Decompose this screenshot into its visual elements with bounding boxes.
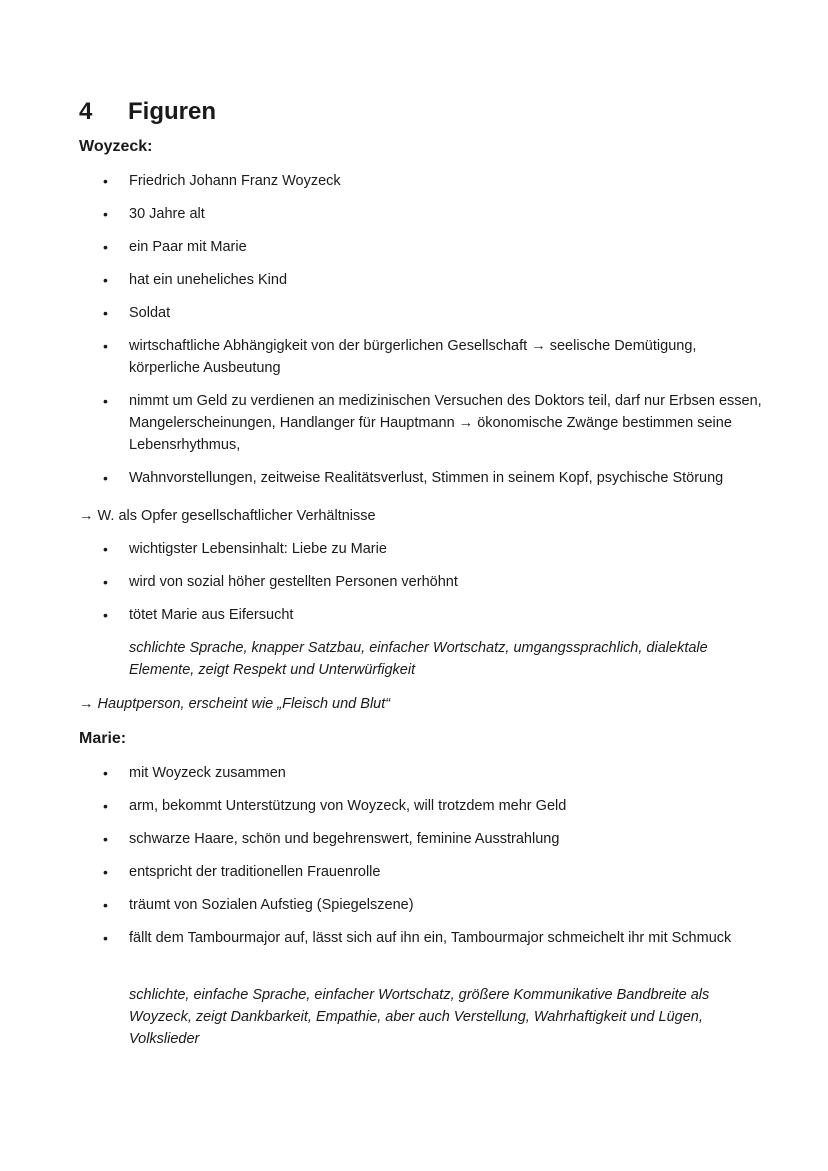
list-item: • Soldat <box>103 305 171 321</box>
list-item: • ein Paar mit Marie <box>103 239 247 255</box>
list-item: • hat ein uneheliches Kind <box>103 272 288 288</box>
chapter-heading <box>79 96 216 128</box>
victim-summary: → W. als Opfer gesellschaftlicher Verhältnisse <box>79 508 376 524</box>
marie-list <box>0 762 828 960</box>
list-item: • tötet Marie aus Eifersucht <box>103 607 294 623</box>
list-item: • 30 Jahre alt <box>103 206 205 222</box>
woyzeck-heading: Woyzeck: <box>79 138 153 155</box>
list-item: • Friedrich Johann Franz Woyzeck <box>103 173 341 189</box>
marie-language-note: schlichte, einfache Sprache, einfacher Wortschatz, größere Kommunikative Bandbreite als Woyzeck, zeigt Dankbarkeit, Empathie, aber auch Verstellung, Wahrhaftigkeit und Lügen, Volkslieder <box>129 987 710 1047</box>
list-item: • wichtigster Lebensinhalt: Liebe zu Marie <box>103 541 387 557</box>
list-item: • fällt dem Tambourmajor auf, lässt sich auf ihn ein, Tambourmajor schmeichelt ihr mit Schmuck <box>103 930 732 946</box>
marie-heading: Marie: <box>79 730 127 747</box>
list-item: • Wahnvorstellungen, zeitweise Realitätsverlust, Stimmen in seinem Kopf, psychische Störung <box>103 470 724 486</box>
list-item: • träumt von Sozialen Aufstieg (Spiegelszene) <box>103 897 414 913</box>
list-item: • schwarze Haare, schön und begehrenswert, feminine Ausstrahlung <box>103 831 560 847</box>
list-item: • nimmt um Geld zu verdienen an medizinischen Versuchen des Doktors teil, darf nur Erbsen essen, Mangelerscheinungen, Handlanger für Hauptmann → ökonomische Zwänge bestimmen seine Lebensrhythmus, <box>103 393 762 453</box>
chapter-number: 4 <box>79 98 93 125</box>
chapter-title: Figuren <box>128 98 216 125</box>
list-item: • arm, bekommt Unterstützung von Woyzeck, will trotzdem mehr Geld <box>103 798 567 814</box>
woyzeck-list <box>0 170 828 500</box>
list-item: • wirtschaftliche Abhängigkeit von der bürgerlichen Gesellschaft → seelische Demütigung, körperliche Ausbeutung <box>103 338 697 376</box>
woyzeck-language-note: schlichte Sprache, knapper Satzbau, einfacher Wortschatz, umgangssprachlich, dialektale Elemente, zeigt Respekt und Unterwürfigkeit <box>129 640 708 678</box>
woyzeck-list-2 <box>0 538 828 637</box>
list-item: • wird von sozial höher gestellten Personen verhöhnt <box>103 574 458 590</box>
list-item: • entspricht der traditionellen Frauenrolle <box>103 864 381 880</box>
list-item: • mit Woyzeck zusammen <box>103 765 286 781</box>
main-person-summary: → Hauptperson, erscheint wie „Fleisch und Blut“ <box>79 696 391 712</box>
